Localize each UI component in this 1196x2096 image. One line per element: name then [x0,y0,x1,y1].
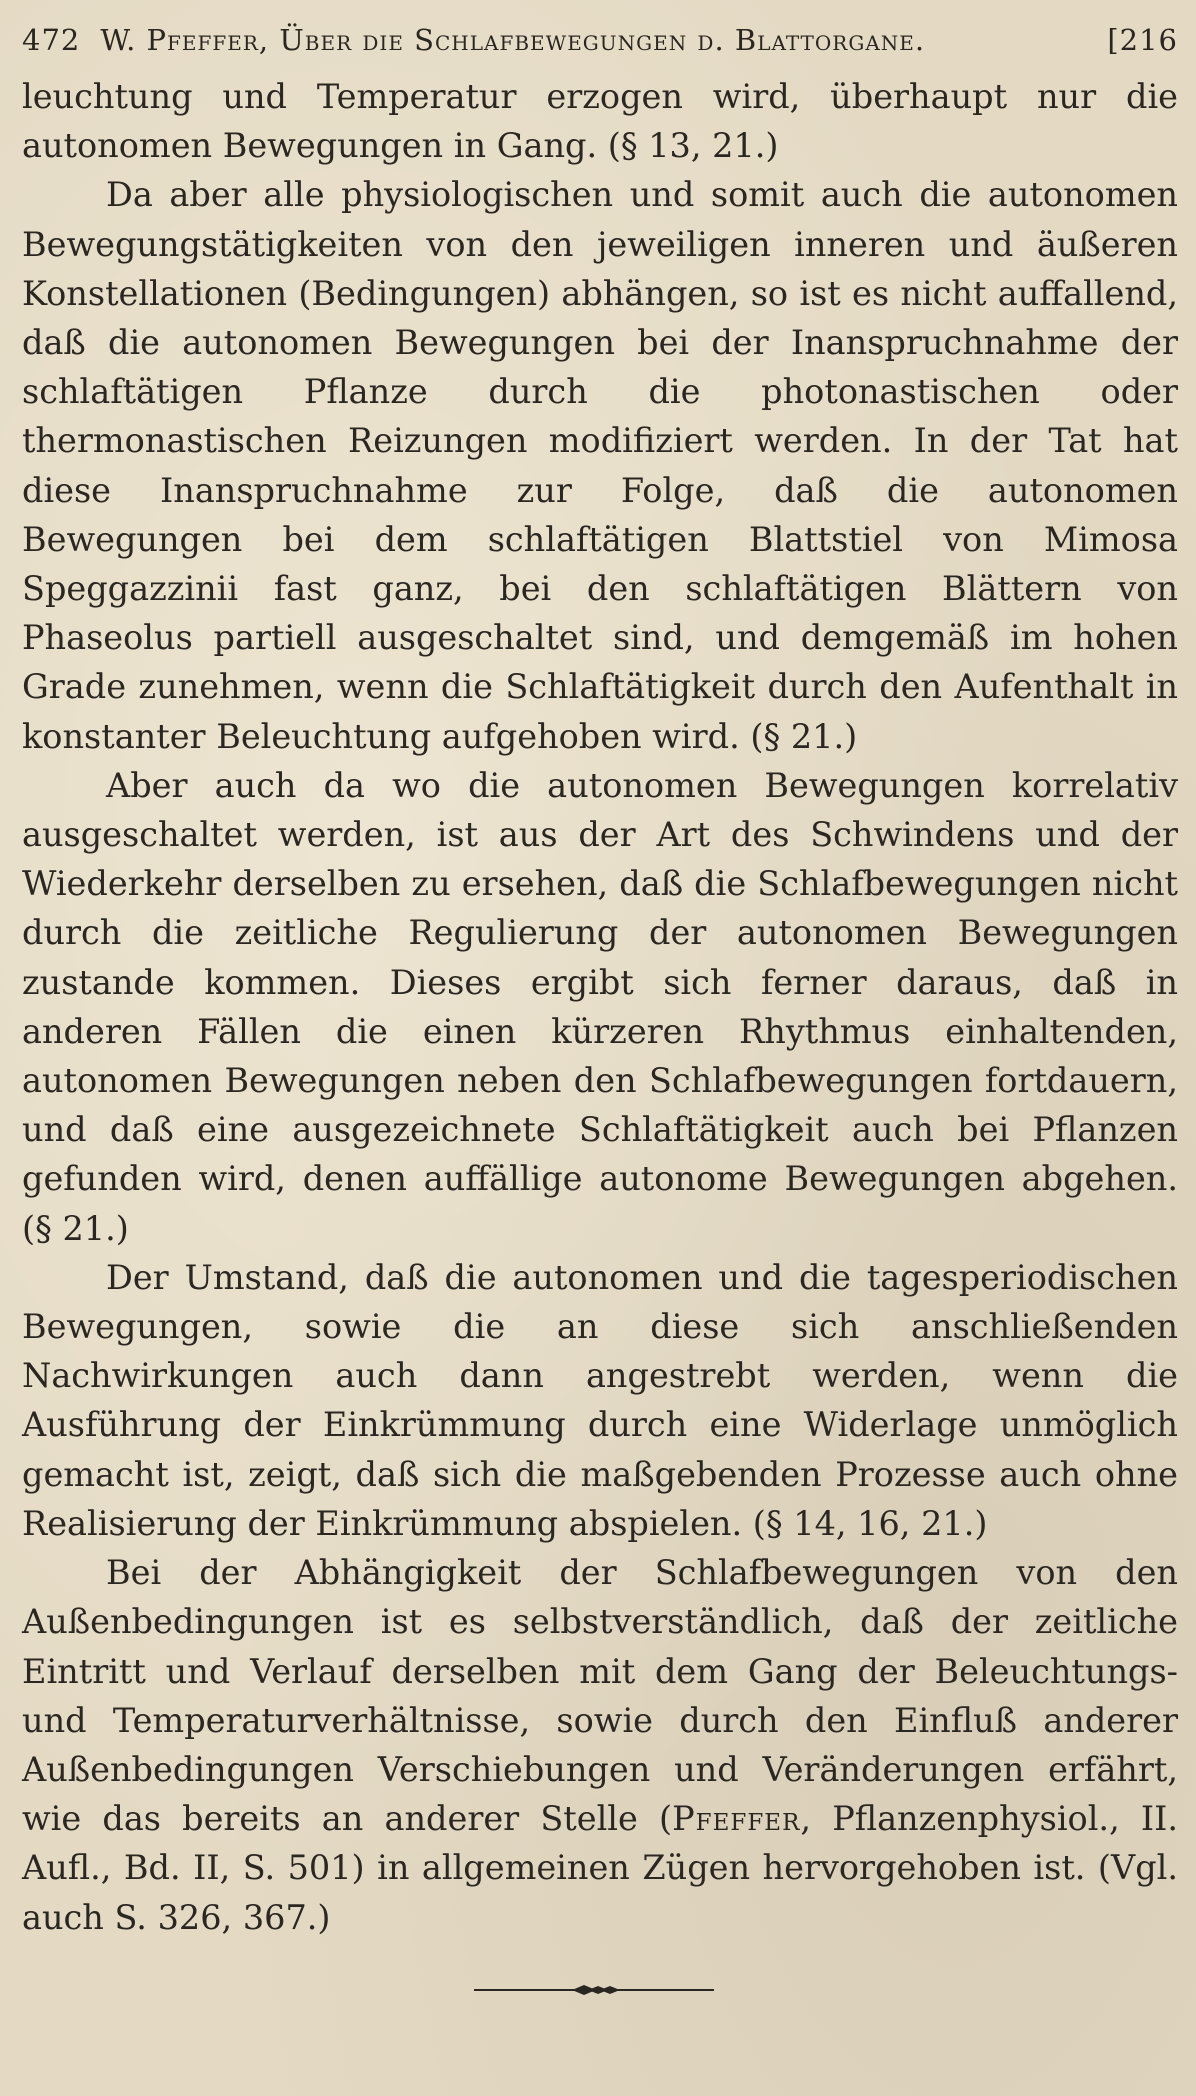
paragraph: Da aber alle physiologischen und somit auch die autonomen Bewegungstätigkeiten von den jeweiligen inneren und äußeren Konstellationen (Bedingungen) abhängen, so ist es nicht auffallend, daß die autonomen Bewegungen bei der Inanspruchnahme der schlaftätigen Pflanze durch die photonastischen oder thermonastischen Reizungen modifiziert werden. In der Tat hat diese Inanspruchnahme zur Folge, daß die autonomen Bewegungen bei dem schlaftätigen Blattstiel von Mimosa Speggazzinii fast ganz, bei den schlaftätigen Blättern von Phaseolus partiell ausgeschaltet sind, und demgemäß im hohen Grade zunehmen, wenn die Schlaftätigkeit durch den Aufenthalt in konstanter Beleuchtung aufgehoben wird. (§ 21.) [22,175,1178,756]
running-title: W. Pfeffer, Über die Schlafbewegungen d. Blattorgane. [100,23,926,57]
page-number: 472 [22,23,81,57]
book-page [22,14,1178,2074]
body-text [22,72,1178,1942]
running-header [22,14,1178,66]
end-ornament [474,1982,714,1998]
paragraph-text: Bei der Abhängigkeit der Schlafbewegungen von den Außenbedingungen ist es selbstverständlich, daß der zeitliche Eintritt und Verlauf derselben mit dem Gang der Beleuchtungs- und Temperaturverhältnisse, sowie durch den Einfluß anderer Außenbedingungen Verschiebungen und Veränderungen erfährt, wie das bereits an anderer Stelle ( [22,1553,1178,1839]
paragraph: Der Umstand, daß die autonomen und die tagesperiodischen Bewegungen, sowie die an diese sich anschließenden Nachwirkungen auch dann angestrebt werden, wenn die Ausführung der Einkrümmung durch eine Widerlage unmöglich gemacht ist, zeigt, daß sich die maßgebenden Prozesse auch ohne Realisierung der Einkrümmung abspielen. (§ 14, 16, 21.) [22,1257,1178,1543]
paragraph-text: , Pflanzenphysiol., II. Aufl., Bd. II, S. 501) in allgemeinen Zügen hervorgehoben ist. (Vgl. auch S. 326, 367.) [22,1799,1178,1937]
author-name: Pfeffer [672,1799,801,1839]
paragraph-continued: leuchtung und Temperatur erzogen wird, überhaupt nur die autonomen Bewegungen in Gang. (§ 13, 21.) [22,77,1178,166]
original-page-reference: [216 [1107,23,1178,57]
paragraph [22,1548,1178,1942]
paragraph: Aber auch da wo die autonomen Bewegungen korrelativ ausgeschaltet werden, ist aus der Art des Schwindens und der Wiederkehr derselben zu ersehen, daß die Schlafbewegungen nicht durch die zeitliche Regulierung der autonomen Bewegungen zustande kommen. Dieses ergibt sich ferner daraus, daß in anderen Fällen die einen kürzeren Rhythmus einhaltenden, autonomen Bewegungen neben den Schlafbewegungen fortdauern, und daß eine ausgezeichnete Schlaftätigkeit auch bei Pflanzen gefunden wird, denen auffällige autonome Bewegungen abgehen. (§ 21.) [22,765,1178,1248]
